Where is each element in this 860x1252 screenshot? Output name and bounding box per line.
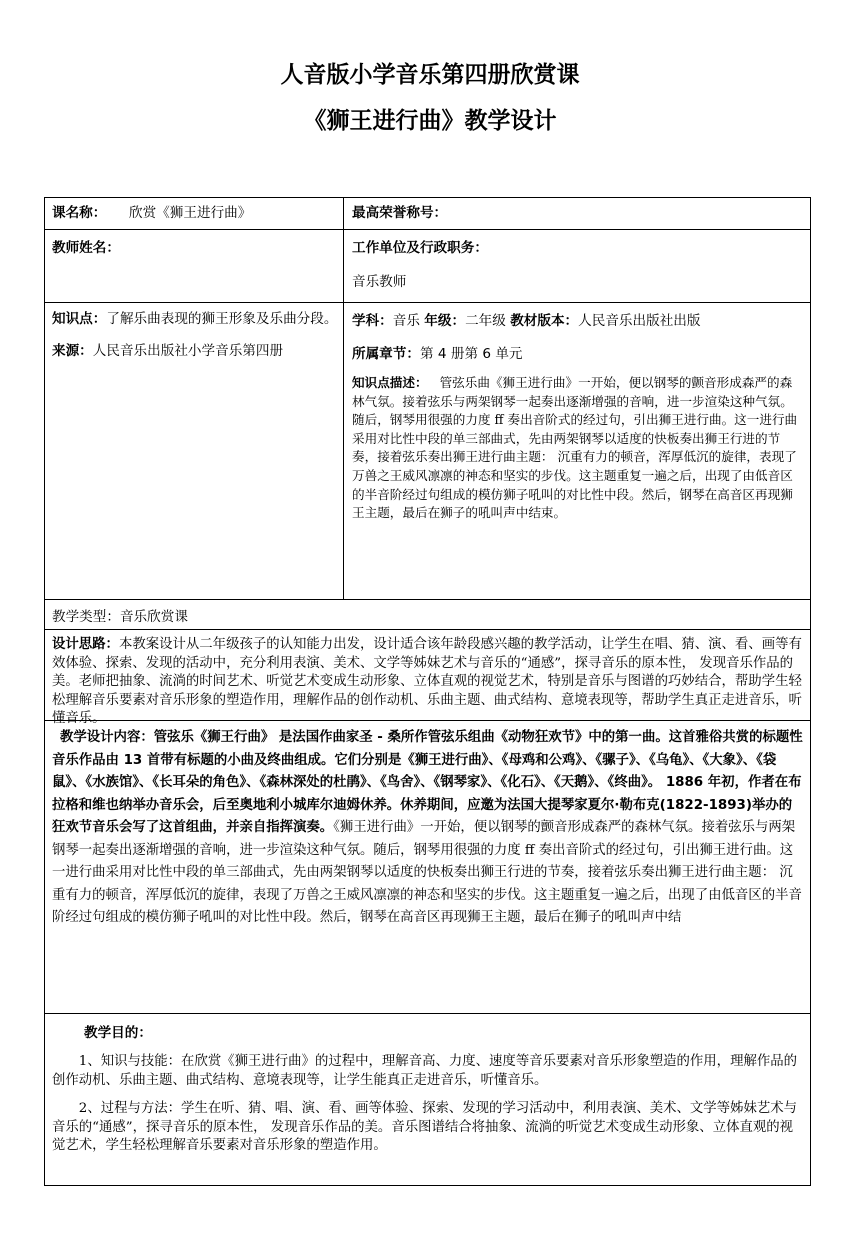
table-row-line-1: [44, 229, 811, 230]
table-border-right: [810, 197, 811, 1186]
table-row-line-3: [44, 599, 811, 600]
grade-label: 年级：: [424, 313, 466, 329]
design-content-text: 《狮王进行曲》一开始，便以钢琴的颤音形成森严的森林气氛。接着弦乐与两架钢琴一起奏出逐渐增强的音响，进一步渲染这种气氛。随后，钢琴用很强的力度 ff 奏出音阶式的经过句，引出狮王进行曲。这一进行曲采用对比性中段的单三部曲式，先由两架钢琴以适度的快板奏出狮王行进的节奏，接着弦乐奏出狮王进行曲主题： 沉重有力的顿音，浑厚低沉的旋律，表现了万兽之王威风凛凛的神态和坚实的步伐。这主题重复一遍之后，出现了由低音区的半音阶经过句组成的模仿狮子吼叫的对比性中段。然后，钢琴在高音区再现狮王主题，最后在狮子的吼叫声中结: [52, 820, 802, 925]
subject-label: 学科：: [352, 313, 393, 329]
teacher-cell: [52, 236, 337, 256]
design-content-cell: [52, 727, 804, 930]
teacher-label: 教师姓名：: [52, 240, 120, 256]
work-cell: [352, 236, 802, 290]
doc-title-line2: 《狮王进行曲》教学设计: [303, 108, 557, 134]
design-idea-cell: [52, 636, 804, 729]
teaching-type-cell: [52, 605, 802, 625]
kdesc-label: 知识点描述：: [352, 375, 428, 390]
teaching-type-label: 教学类型：: [52, 609, 120, 625]
goal-2: 2、过程与方法：学生在听、猜、唱、演、看、画等体验、探索、发现的学习活动中，利用表演、美术、文学等姊妹艺术与音乐的“通感”，探寻音乐的原本性， 发现音乐作品的美。音乐图谱结合将抽象、流淌的听觉艺术变成生动形象、立体直观的视觉艺术，学生轻松理解音乐要素对音乐形象的塑造作用。: [52, 1101, 798, 1154]
knowledge-value: 了解乐曲表现的狮王形象及乐曲分段。: [106, 311, 338, 327]
work-label: 工作单位及行政职务：: [352, 240, 488, 256]
design-idea-value: 本教案设计从二年级孩子的认知能力出发，设计适合该年龄段感兴趣的教学活动，让学生在唱、猜、演、看、画等有效体验、探索、发现的活动中，充分利用表演、美术、文学等姊妹艺术与音乐的“通感”，探寻音乐的原本性， 发现音乐作品的美。老师把抽象、流淌的时间艺术、听觉艺术变成生动形象、立体直观的视觉艺术，特别是音乐与图谱的巧妙结合，帮助学生轻松理解音乐要素对音乐形象的塑造作用，理解作品的创作动机、乐曲主题、曲式结构、意境表现等，帮助学生真正走进音乐，听懂音乐。: [52, 637, 802, 727]
table-row-line-4: [44, 629, 811, 630]
doc-title-line1: 人音版小学音乐第四册欣赏课: [280, 62, 580, 88]
source-label: 来源：: [52, 343, 93, 359]
table-row-line-6: [44, 1013, 811, 1014]
table-row-line-2: [44, 302, 811, 303]
table-divider-mid: [343, 197, 344, 599]
subject-value: 音乐: [392, 313, 420, 329]
goal-1: 1、知识与技能：在欣赏《狮王进行曲》的过程中，理解音高、力度、速度等音乐要素对音乐形象塑造的作用，理解作品的创作动机、乐曲主题、曲式结构、意境表现等，让学生能真正走进音乐，听懂音乐。: [52, 1054, 798, 1088]
edition-label: 教材版本：: [510, 313, 579, 329]
table-border-left: [44, 197, 45, 1186]
design-content-label: 教学设计内容：: [60, 730, 154, 745]
honor-cell: [352, 201, 802, 221]
table-border-top: [44, 197, 811, 198]
course-name-value: 欣赏《狮王进行曲》: [129, 205, 252, 221]
knowledge-cell: [52, 309, 338, 361]
course-name-cell: [52, 201, 337, 221]
source-value: 人民音乐出版社小学音乐第四册: [92, 343, 284, 359]
work-value: 音乐教师: [352, 274, 407, 290]
chapter-value: 第 4 册第 6 单元: [419, 346, 523, 362]
honor-label: 最高荣誉称号：: [352, 205, 448, 221]
design-content-bold: 管弦乐《狮王行曲》 是法国作曲家圣 - 桑所作管弦乐组曲《动物狂欢节》中的第一曲。这首雅俗共赏的标题性音乐作品由 13 首带有标题的小曲及终曲组成。它们分别是《狮王进行曲》、《母鸡和公鸡》、《骡子》、《乌龟》、《大象》、《袋鼠》、《水族馆》、《长耳朵的角色》、《森林深处的杜鹃》、《鸟舍》、《钢琴家》、《化石》、《天鹅》、《终曲》。 1886 年初，作者在布拉格和维也纳举办音乐会，后至奥地利小城库尔迪姆休养。休养期间，应邀为法国大提琴家夏尔·勒布克(1822-1893)举办的狂欢节音乐会写了这首组曲，并亲自指挥演奏。: [52, 730, 803, 835]
teaching-goals-label: 教学目的：: [84, 1025, 152, 1041]
teaching-type-value: 音乐欣赏课: [119, 609, 188, 625]
knowledge-label: 知识点：: [52, 311, 107, 327]
teaching-goals-cell: [52, 1021, 804, 1156]
edition-value: 人民音乐出版社出版: [578, 313, 701, 329]
table-border-bottom: [44, 1185, 811, 1186]
grade-value: 二年级: [465, 313, 506, 329]
kdesc-value: 管弦乐曲《狮王进行曲》一开始，便以钢琴的颤音形成森严的森林气氛。接着弦乐与两架钢琴一起奏出逐渐增强的音响，进一步渲染这种气氛。随后，钢琴用很强的力度 ff 奏出音阶式的经过句，引出狮王进行曲。这一进行曲采用对比性中段的单三部曲式，先由两架钢琴以适度的快板奏出狮王行进的节奏，接着弦乐奏出狮王进行曲主题： 沉重有力的顿音，浑厚低沉的旋律，表现了万兽之王威风凛凛的神态和坚实的步伐。这主题重复一遍之后，出现了由低音区的半音阶经过句组成的模仿狮子吼叫的对比性中段。然后，钢琴在高音区再现狮王主题，最后在狮子的吼叫声中结束。: [352, 375, 798, 521]
subject-info-cell: [352, 309, 804, 523]
course-name-label: 课名称：: [52, 205, 107, 221]
chapter-label: 所属章节：: [352, 346, 420, 362]
design-idea-label: 设计思路：: [52, 637, 119, 652]
